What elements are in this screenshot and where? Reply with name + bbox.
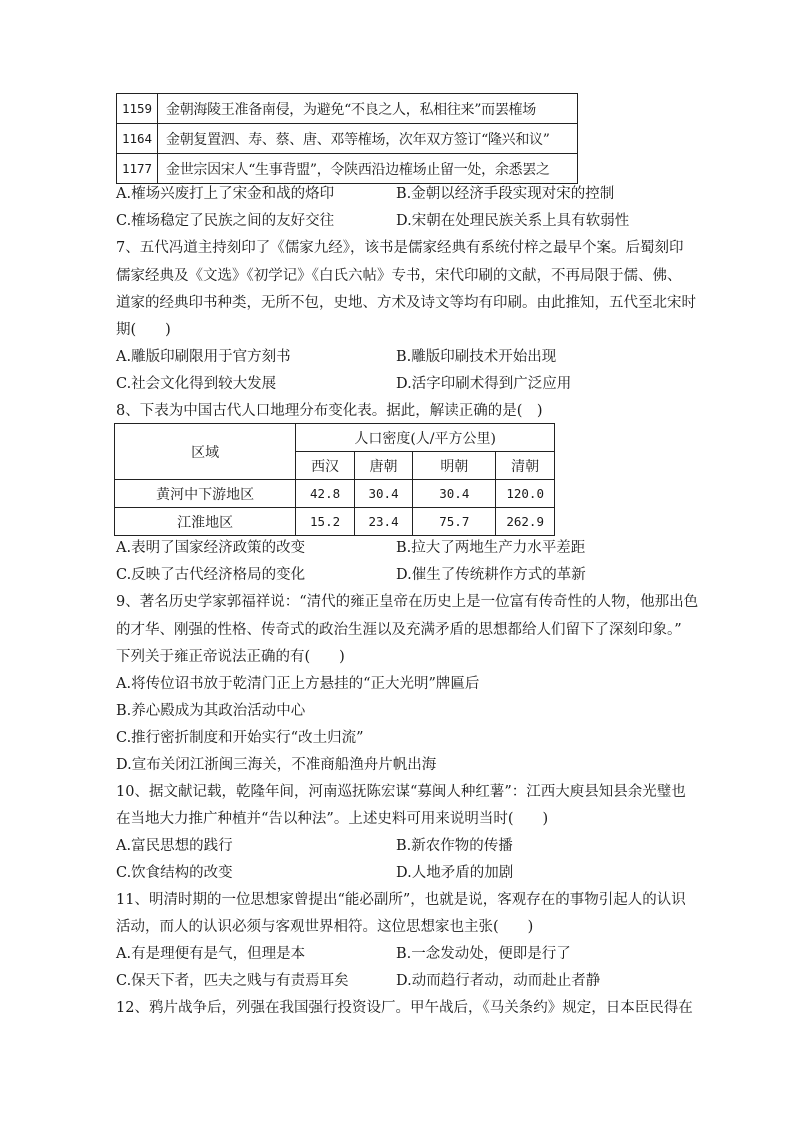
table-row (117, 124, 578, 154)
table-row (117, 94, 578, 124)
q11-option-c: C.保天下者，匹夫之贱与有责焉耳矣 (116, 973, 349, 989)
q11-line-1: 11、明清时期的一位思想家曾提出“能必副所”，也就是说，客观存在的事物引起人的认识 (116, 892, 686, 908)
trade-market-table (116, 93, 578, 184)
table-header-row (115, 424, 555, 452)
q7-option-a: A.雕版印刷限用于官方刻书 (116, 349, 291, 365)
year-cell: 1159 (117, 94, 158, 124)
q9-line-3: 下列关于雍正帝说法正确的有( ) (116, 649, 345, 665)
event-cell: 金朝海陵王准备南侵，为避免“不良之人，私相往来”而罢榷场 (158, 94, 578, 124)
q8-option-b: B.拉大了两地生产力水平差距 (396, 540, 586, 556)
q9-option-c: C.推行密折制度和开始实行“改土归流” (116, 730, 364, 746)
period-header: 清朝 (496, 452, 555, 480)
q9-option-b: B.养心殿成为其政治活动中心 (116, 703, 306, 719)
q9-option-d: D.宣布关闭江浙闽三海关，不准商船渔舟片帆出海 (116, 757, 437, 773)
q6-option-c: C.榷场稳定了民族之间的友好交往 (116, 213, 335, 229)
table-row (115, 508, 555, 536)
table-row (115, 480, 555, 508)
density-cell: 15.2 (296, 508, 354, 536)
period-header: 唐朝 (354, 452, 412, 480)
density-cell: 42.8 (296, 480, 354, 508)
density-cell: 75.7 (413, 508, 496, 536)
density-header: 人口密度(人/平方公里) (296, 424, 555, 452)
q10-line-2: 在当地大力推广种植并“告以种法”。上述史料可用来说明当时( ) (116, 811, 549, 827)
q9-line-1: 9、著名历史学家郭福祥说：“清代的雍正皇帝在历史上是一位富有传奇性的人物，他那出色 (116, 594, 699, 610)
q8-option-d: D.催生了传统耕作方式的革新 (396, 567, 586, 583)
period-header: 西汉 (296, 452, 354, 480)
q7-line-4: 期( ) (116, 322, 171, 338)
region-cell: 江淮地区 (115, 508, 296, 536)
q12-line: 12、鸦片战争后，列强在我国强行投资设厂。甲午战后，《马关条约》规定，日本臣民得在 (116, 1000, 693, 1016)
region-header: 区域 (115, 424, 296, 480)
q8-line: 8、下表为中国古代人口地理分布变化表。据此，解读正确的是( ) (116, 403, 543, 419)
q7-line-1: 7、五代冯道主持刻印了《儒家九经》，该书是儒家经典有系统付梓之最早个案。后蜀刻印 (116, 240, 684, 256)
q10-option-d: D.人地矛盾的加剧 (396, 865, 514, 881)
q7-option-c: C.社会文化得到较大发展 (116, 376, 277, 392)
density-cell: 30.4 (354, 480, 412, 508)
density-cell: 23.4 (354, 508, 412, 536)
q6-option-a: A.榷场兴废打上了宋金和战的烙印 (116, 186, 335, 202)
q7-line-3: 道家的经典印书种类，无所不包，史地、方术及诗文等均有印刷。由此推知，五代至北宋时 (116, 295, 696, 311)
event-cell: 金世宗因宋人“生事背盟”，令陕西沿边榷场止留一处，余悉罢之 (158, 154, 578, 184)
q8-option-c: C.反映了古代经济格局的变化 (116, 567, 306, 583)
q9-line-2: 的才华、刚强的性格、传奇式的政治生涯以及充满矛盾的思想都给人们留下了深刻印象。” (116, 622, 682, 638)
q7-line-2: 儒家经典及《文选》《初学记》《白氏六帖》专书，宋代印刷的文献，不再局限于儒、佛、 (116, 268, 682, 284)
q10-option-a: A.富民思想的践行 (116, 838, 233, 854)
table-row (117, 154, 578, 184)
q11-option-d: D.动而趋行者动，动而赴止者静 (396, 973, 601, 989)
density-cell: 262.9 (496, 508, 555, 536)
density-cell: 120.0 (496, 480, 555, 508)
q10-option-b: B.新农作物的传播 (396, 838, 513, 854)
q9-option-a: A.将传位诏书放于乾清门正上方悬挂的“正大光明”牌匾后 (116, 676, 480, 692)
q10-line-1: 10、据文献记载，乾隆年间，河南巡抚陈宏谋“募闽人种红薯”：江西大庾县知县余光璧也 (116, 784, 686, 800)
period-header: 明朝 (413, 452, 496, 480)
q6-option-d: D.宋朝在处理民族关系上具有软弱性 (396, 213, 630, 229)
q8-option-a: A.表明了国家经济政策的改变 (116, 540, 306, 556)
q10-option-c: C.饮食结构的改变 (116, 865, 233, 881)
q7-option-b: B.雕版印刷技术开始出现 (396, 349, 557, 365)
year-cell: 1177 (117, 154, 158, 184)
q7-option-d: D.活字印刷术得到广泛应用 (396, 376, 572, 392)
q6-option-b: B.金朝以经济手段实现对宋的控制 (396, 186, 615, 202)
region-cell: 黄河中下游地区 (115, 480, 296, 508)
year-cell: 1164 (117, 124, 158, 154)
population-density-table (114, 423, 555, 536)
q11-line-2: 活动，而人的认识必须与客观世界相符。这位思想家也主张( ) (116, 919, 534, 935)
event-cell: 金朝复置泗、寿、蔡、唐、邓等榷场，次年双方签订“隆兴和议” (158, 124, 578, 154)
density-cell: 30.4 (413, 480, 496, 508)
q11-option-a: A.有是理便有是气，但理是本 (116, 946, 306, 962)
q11-option-b: B.一念发动处，便即是行了 (396, 946, 571, 962)
